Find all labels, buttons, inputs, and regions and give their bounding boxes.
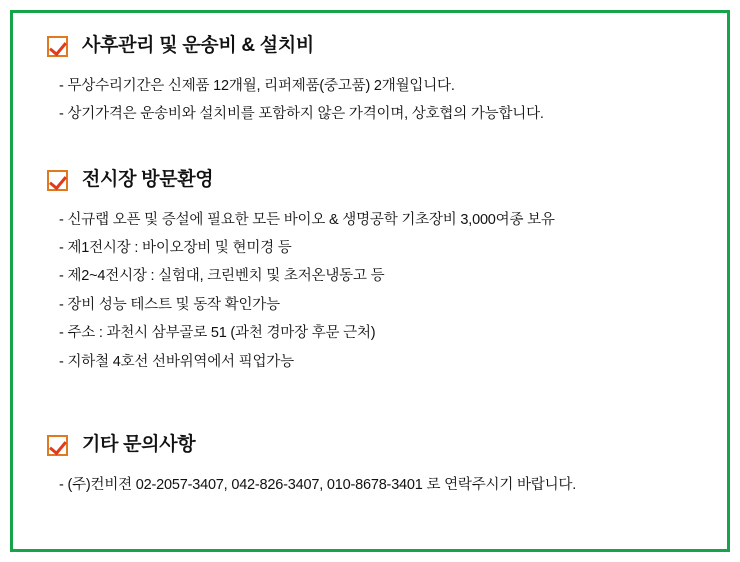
section-header <box>39 434 701 457</box>
list-item: - 주소 : 과천시 삼부골로 51 (과천 경마장 후문 근처) <box>59 325 376 342</box>
list-item: - 지하철 4호선 선바위역에서 픽업가능 <box>59 353 294 370</box>
section-bullet-list <box>39 206 701 377</box>
orange-check-box-icon <box>47 170 68 191</box>
list-item: - 장비 성능 테스트 및 동작 확인가능 <box>59 296 280 313</box>
list-item: - 신규랩 오픈 및 증설에 필요한 모든 바이오 & 생명공학 기초장비 3,000여종 보유 <box>59 211 555 228</box>
section-other-inquiries <box>39 434 701 499</box>
section-header <box>39 35 701 58</box>
section-header <box>39 169 701 192</box>
list-item: - 제2~4전시장 : 실험대, 크린벤치 및 초저온냉동고 등 <box>59 268 385 285</box>
section-title: 기타 문의사항 <box>82 434 196 456</box>
green-bordered-content-frame <box>10 10 730 552</box>
section-title: 사후관리 및 운송비 & 설치비 <box>82 35 314 56</box>
list-item: - (주)컨비젼 02-2057-3407, 042-826-3407, 010-8678-3401 로 연락주시기 바랍니다. <box>59 477 577 494</box>
section-showroom-visit <box>39 169 701 377</box>
section-bullet-list <box>39 72 701 129</box>
section-title: 전시장 방문환영 <box>82 168 214 190</box>
orange-check-box-icon <box>47 36 68 57</box>
orange-check-box-icon <box>47 435 68 456</box>
list-item: - 상기가격은 운송비와 설치비를 포함하지 않은 가격이며, 상호협의 가능합니다. <box>59 106 544 123</box>
list-item: - 제1전시장 : 바이오장비 및 현미경 등 <box>59 240 292 256</box>
section-bullet-list <box>39 471 701 499</box>
section-after-service <box>39 35 701 129</box>
list-item: - 무상수리기간은 신제품 12개월, 리퍼제품(중고품) 2개월입니다. <box>59 77 455 94</box>
